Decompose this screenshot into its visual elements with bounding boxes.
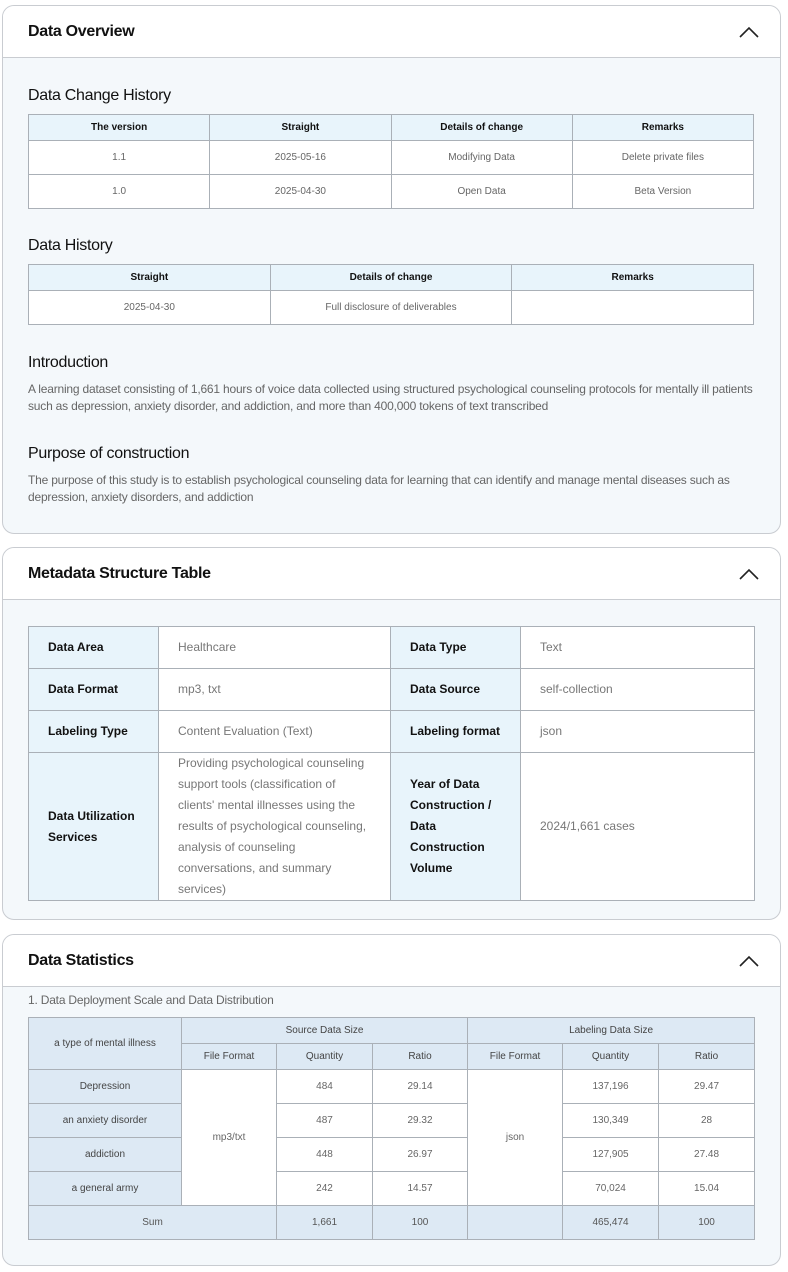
column-header: Quantity	[277, 1044, 373, 1070]
field-label: Data Source	[391, 669, 521, 711]
table-cell: 242	[277, 1172, 373, 1206]
table-cell: 1.0	[29, 175, 210, 209]
table-cell: 70,024	[563, 1172, 659, 1206]
field-value: Healthcare	[159, 627, 391, 669]
column-header: File Format	[182, 1044, 277, 1070]
table-row	[29, 711, 755, 753]
table-cell: 29.32	[373, 1104, 468, 1138]
field-label: Data Utilization Services	[29, 753, 159, 901]
table-cell: 130,349	[563, 1104, 659, 1138]
field-value: Content Evaluation (Text)	[159, 711, 391, 753]
row-label: addiction	[29, 1138, 182, 1172]
table-row	[29, 1070, 755, 1104]
metadata-header[interactable]	[3, 548, 780, 600]
column-header: Remarks	[572, 115, 753, 141]
field-value: mp3, txt	[159, 669, 391, 711]
column-header: Labeling Data Size	[468, 1018, 755, 1044]
table-cell: 487	[277, 1104, 373, 1138]
sum-row	[29, 1206, 755, 1240]
table-row	[29, 669, 755, 711]
source-format: mp3/txt	[182, 1070, 277, 1206]
table-row	[29, 627, 755, 669]
field-label: Data Type	[391, 627, 521, 669]
table-cell: Beta Version	[572, 175, 753, 209]
table-cell: 448	[277, 1138, 373, 1172]
table-cell: 14.57	[373, 1172, 468, 1206]
row-label: Depression	[29, 1070, 182, 1104]
field-value: 2024/1,661 cases	[521, 753, 755, 901]
table-cell: 28	[659, 1104, 755, 1138]
data-overview-header[interactable]	[3, 6, 780, 58]
sum-label: Sum	[29, 1206, 277, 1240]
section-title: Data Change History	[28, 87, 171, 104]
table-row	[29, 1138, 755, 1172]
table-cell: Open Data	[391, 175, 572, 209]
table-cell: 127,905	[563, 1138, 659, 1172]
chevron-up-icon[interactable]	[738, 950, 760, 972]
panel-title: Data Overview	[28, 22, 135, 40]
column-header: Source Data Size	[182, 1018, 468, 1044]
statistics-table	[28, 1017, 755, 1240]
table-cell: 29.47	[659, 1070, 755, 1104]
field-label: Data Area	[29, 627, 159, 669]
table-cell: 15.04	[659, 1172, 755, 1206]
chevron-up-icon[interactable]	[738, 21, 760, 43]
column-header: Ratio	[373, 1044, 468, 1070]
table-cell	[468, 1206, 563, 1240]
statistics-header[interactable]	[3, 935, 780, 987]
section-title: Purpose of construction	[28, 445, 190, 462]
data-history-table	[28, 264, 754, 325]
panel-title: Metadata Structure Table	[28, 564, 211, 582]
column-header: Straight	[210, 115, 391, 141]
column-header: Ratio	[659, 1044, 755, 1070]
table-cell: Delete private files	[572, 141, 753, 175]
table-cell: 26.97	[373, 1138, 468, 1172]
column-header: Quantity	[563, 1044, 659, 1070]
section-title: Introduction	[28, 354, 109, 371]
table-cell: 2025-04-30	[29, 291, 271, 325]
field-value: Providing psychological counseling support tools (classification of clients' mental illnesses using the results of psychological counseling, analysis of counseling conversations, and summary services)	[159, 753, 391, 901]
field-label: Year of Data Construction / Data Construction Volume	[391, 753, 521, 901]
table-row	[29, 141, 754, 175]
field-value: self-collection	[521, 669, 755, 711]
change-history-table	[28, 114, 754, 209]
table-row	[29, 1104, 755, 1138]
table-row	[29, 1172, 755, 1206]
purpose-text: The purpose of this study is to establish psychological counseling data for learning that can identify and manage mental diseases such as depression, anxiety disorders, and addiction	[28, 473, 730, 504]
table-row	[29, 291, 754, 325]
column-header: File Format	[468, 1044, 563, 1070]
table-cell: 2025-04-30	[210, 175, 391, 209]
introduction-text: A learning dataset consisting of 1,661 hours of voice data collected using structured psychological counseling protocols for mentally ill patients such as depression, anxiety disorder, and addiction, and more than 400,000 tokens of text transcribed	[28, 382, 753, 413]
labeling-format: json	[468, 1070, 563, 1206]
field-value: json	[521, 711, 755, 753]
table-cell: 137,196	[563, 1070, 659, 1104]
column-header: The version	[29, 115, 210, 141]
chevron-up-icon[interactable]	[738, 563, 760, 585]
table-cell: 27.48	[659, 1138, 755, 1172]
column-header: Straight	[29, 265, 271, 291]
metadata-table	[28, 626, 755, 901]
column-header: Details of change	[391, 115, 572, 141]
column-header: a type of mental illness	[29, 1018, 182, 1070]
column-header: Remarks	[512, 265, 754, 291]
table-cell: 100	[659, 1206, 755, 1240]
field-label: Labeling Type	[29, 711, 159, 753]
table-row	[29, 753, 755, 901]
table-cell: 1,661	[277, 1206, 373, 1240]
table-cell: Modifying Data	[391, 141, 572, 175]
table-cell: Full disclosure of deliverables	[270, 291, 512, 325]
table-cell: 2025-05-16	[210, 141, 391, 175]
table-cell: 465,474	[563, 1206, 659, 1240]
row-label: an anxiety disorder	[29, 1104, 182, 1138]
data-overview-panel	[2, 5, 781, 534]
statistics-subtitle: 1. Data Deployment Scale and Data Distribution	[28, 993, 274, 1007]
table-cell: 484	[277, 1070, 373, 1104]
table-cell: 100	[373, 1206, 468, 1240]
column-header: Details of change	[270, 265, 512, 291]
statistics-panel	[2, 934, 781, 1266]
panel-title: Data Statistics	[28, 951, 134, 969]
field-label: Data Format	[29, 669, 159, 711]
table-cell: 1.1	[29, 141, 210, 175]
table-cell	[512, 291, 754, 325]
table-row	[29, 175, 754, 209]
row-label: a general army	[29, 1172, 182, 1206]
table-cell: 29.14	[373, 1070, 468, 1104]
field-label: Labeling format	[391, 711, 521, 753]
section-title: Data History	[28, 237, 113, 254]
metadata-panel	[2, 547, 781, 920]
field-value: Text	[521, 627, 755, 669]
